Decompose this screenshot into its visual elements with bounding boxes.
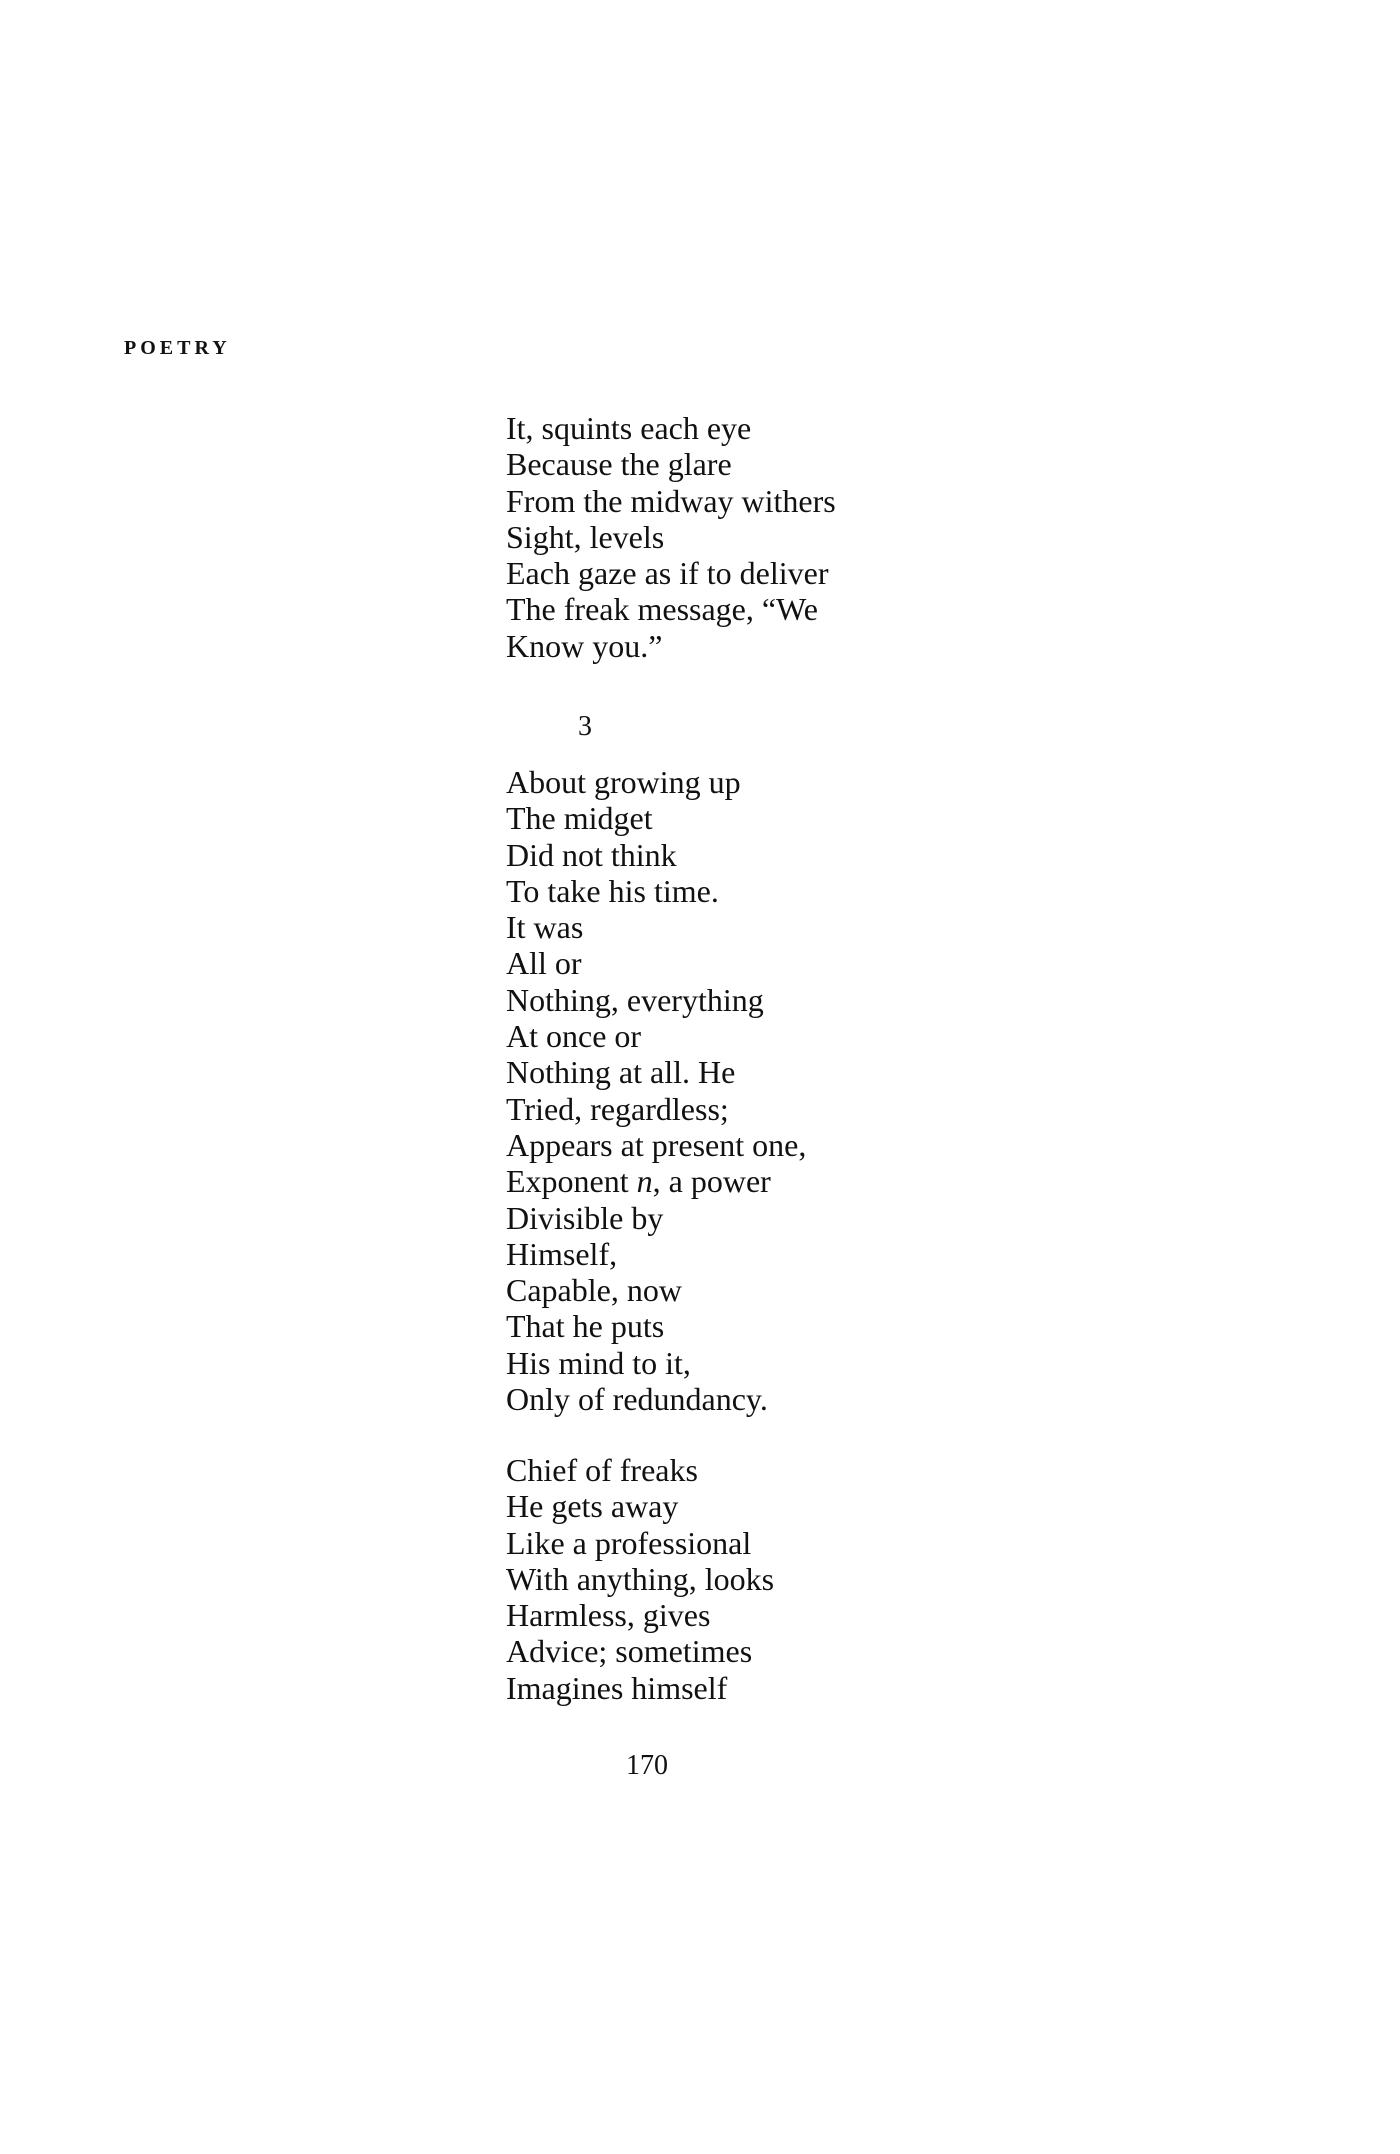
poem-line: It was <box>506 909 584 946</box>
poem-line: The midget <box>506 800 653 837</box>
poem-line: Capable, now <box>506 1272 682 1309</box>
variable-n: n <box>636 1163 653 1200</box>
poem-line: Himself, <box>506 1235 618 1272</box>
poem-line: Divisible by <box>506 1199 664 1236</box>
poem-line: At once or <box>506 1018 642 1055</box>
stanza-2 <box>506 764 806 1417</box>
poem-line: About growing up <box>506 764 741 800</box>
poem-line: From the midway withers <box>506 482 836 519</box>
poem-line: Because the glare <box>506 446 732 483</box>
poem-line: Like a professional <box>506 1524 752 1561</box>
poem-line: That he puts <box>506 1308 665 1345</box>
poem-line: Appears at present one, <box>506 1126 807 1163</box>
poem-line: Advice; sometimes <box>506 1633 753 1670</box>
section-number: 3 <box>578 711 592 742</box>
poem-line: Sight, levels <box>506 518 665 555</box>
poem-line: Imagines himself <box>506 1669 728 1706</box>
poem-line: He gets away <box>506 1488 679 1525</box>
stanza-1 <box>506 410 836 664</box>
poem-line: Each gaze as if to deliver <box>506 555 829 592</box>
poem-line: His mind to it, <box>506 1344 691 1381</box>
stanza-3 <box>506 1452 774 1706</box>
poem-line: It, squints each eye <box>506 410 752 446</box>
poem-line: All or <box>506 945 582 982</box>
poem-line: Know you.” <box>506 627 663 664</box>
running-head: POETRY <box>124 337 231 359</box>
page-number: 170 <box>626 1750 668 1781</box>
poem-line: The freak message, “We <box>506 591 818 628</box>
poem-line: To take his time. <box>506 872 719 909</box>
poem-line: Nothing at all. He <box>506 1054 736 1091</box>
poem-line: With anything, looks <box>506 1560 775 1597</box>
poem-line: Harmless, gives <box>506 1597 711 1634</box>
poem-line: Exponent n, a power <box>506 1163 771 1200</box>
poem-line: Only of redundancy. <box>506 1381 768 1418</box>
poem-line: Did not think <box>506 836 677 873</box>
poem-line: Tried, regardless; <box>506 1090 729 1127</box>
poem-line: Nothing, everything <box>506 981 764 1018</box>
poem-line: Chief of freaks <box>506 1452 698 1488</box>
